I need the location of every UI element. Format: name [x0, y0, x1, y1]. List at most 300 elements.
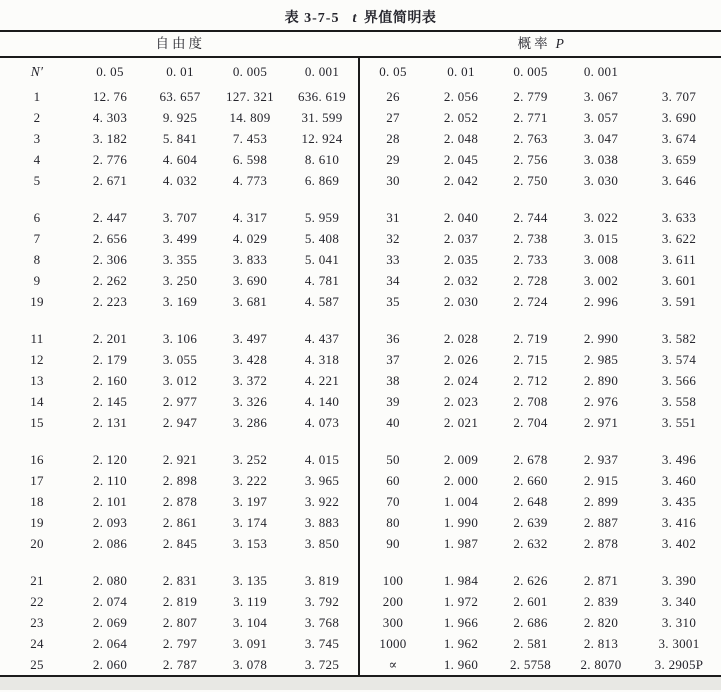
value-cell: 3. 622: [661, 231, 697, 246]
left-table: [0, 58, 360, 675]
n-cell: 40: [386, 415, 400, 430]
value-cell: 2. 750: [513, 173, 548, 188]
value-cell: 3. 169: [162, 294, 198, 309]
value-cell: 2. 878: [162, 494, 198, 509]
value-cell: 2. 660: [513, 473, 548, 488]
value-cell: 3. 402: [661, 536, 697, 551]
value-cell: 2. 032: [443, 273, 479, 288]
value-cell: 2. 686: [513, 615, 548, 630]
value-cell: 3. 197: [232, 494, 268, 509]
value-cell: 2. 756: [513, 152, 548, 167]
n-cell: 21: [30, 573, 44, 588]
value-cell: 2. 262: [92, 273, 128, 288]
value-cell: 3. 659: [661, 152, 697, 167]
value-cell: 3. 566: [661, 373, 697, 388]
group-header-degrees-of-freedom: 自由度: [155, 36, 205, 51]
right-column-header-row: [360, 58, 721, 86]
value-cell: 2. 937: [583, 452, 619, 467]
value-cell: 1. 962: [443, 636, 479, 651]
value-cell: 3. 707: [162, 210, 198, 225]
value-cell: 2. 839: [583, 594, 619, 609]
table-row: [360, 291, 721, 312]
value-cell: 5. 041: [304, 252, 340, 267]
table-row: [360, 349, 721, 370]
value-cell: 3. 067: [583, 89, 619, 104]
value-cell: 2. 899: [583, 494, 619, 509]
value-cell: 2. 678: [513, 452, 548, 467]
value-cell: 3. 286: [232, 415, 268, 430]
value-cell: 3. 745: [304, 636, 340, 651]
n-cell: 34: [386, 273, 400, 288]
table-row: [0, 612, 358, 633]
value-cell: 4. 029: [232, 231, 268, 246]
value-cell: 3. 119: [233, 594, 267, 609]
value-cell: 4. 781: [304, 273, 340, 288]
value-cell: 2. 048: [443, 131, 479, 146]
table-row: [360, 170, 721, 191]
value-cell: 2. 045: [443, 152, 479, 167]
value-cell: 3. 497: [232, 331, 268, 346]
value-cell: 3. 3001: [658, 636, 700, 651]
value-cell: 2. 712: [513, 373, 548, 388]
probability-p-symbol: P: [555, 36, 564, 51]
header-row: [0, 58, 358, 86]
n-cell: 70: [386, 494, 400, 509]
table-row: [0, 149, 358, 170]
value-cell: 2. 028: [443, 331, 479, 346]
left-column-header-row: [0, 58, 358, 86]
table-row: [0, 391, 358, 412]
value-cell: 6. 598: [232, 152, 268, 167]
value-cell: 3. 310: [661, 615, 697, 630]
n-cell: 23: [30, 615, 44, 630]
n-cell: 14: [30, 394, 44, 409]
value-cell: 12. 924: [301, 131, 343, 146]
n-cell: 31: [386, 210, 400, 225]
table-row: [360, 470, 721, 491]
value-cell: 2. 101: [92, 494, 128, 509]
value-cell: 2. 037: [443, 231, 479, 246]
value-cell: 3. 582: [661, 331, 697, 346]
value-cell: 3. 091: [232, 636, 268, 651]
value-cell: 2. 738: [513, 231, 548, 246]
value-cell: 2. 708: [513, 394, 548, 409]
table-row: [0, 570, 358, 591]
value-cell: [637, 58, 721, 86]
value-cell: 2. 601: [513, 594, 548, 609]
n-cell: 25: [30, 657, 44, 672]
value-cell: 0. 005: [513, 64, 548, 79]
value-cell: 9. 925: [162, 110, 198, 125]
value-cell: 1. 987: [443, 536, 479, 551]
value-cell: 2. 447: [92, 210, 128, 225]
value-cell: 3. 674: [661, 131, 697, 146]
value-cell: 3. 250: [162, 273, 198, 288]
value-cell: 0. 001: [304, 64, 340, 79]
value-cell: 3. 078: [232, 657, 268, 672]
row-group: [360, 86, 721, 191]
n-cell: 22: [30, 594, 44, 609]
value-cell: 3. 012: [162, 373, 198, 388]
value-cell: 2. 8070: [580, 657, 622, 672]
value-cell: 3. 499: [162, 231, 198, 246]
table-row: [0, 654, 358, 675]
value-cell: 3. 252: [232, 452, 268, 467]
table-row: [360, 128, 721, 149]
value-cell: 3. 030: [583, 173, 619, 188]
value-cell: 2. 813: [583, 636, 619, 651]
n-cell: 16: [30, 452, 44, 467]
value-cell: 3. 057: [583, 110, 619, 125]
value-cell: 3. 819: [304, 573, 340, 588]
n-cell: 15: [30, 415, 44, 430]
value-cell: 5. 959: [304, 210, 340, 225]
value-cell: 2. 744: [513, 210, 548, 225]
value-cell: 2. 110: [93, 473, 127, 488]
value-cell: 2. 160: [92, 373, 128, 388]
value-cell: 2. 042: [443, 173, 479, 188]
n-cell: 28: [386, 131, 400, 146]
n-cell: 38: [386, 373, 400, 388]
n-cell: 1: [33, 89, 41, 104]
n-cell: 300: [382, 615, 404, 630]
value-cell: 2. 976: [583, 394, 619, 409]
value-cell: 2. 820: [583, 615, 619, 630]
n-cell: 100: [382, 573, 404, 588]
table-row: [0, 128, 358, 149]
n-cell: 90: [386, 536, 400, 551]
value-cell: 3. 106: [162, 331, 198, 346]
value-cell: 2. 779: [513, 89, 548, 104]
table-row: [0, 349, 358, 370]
value-cell: 2. 581: [513, 636, 548, 651]
value-cell: 3. 922: [304, 494, 340, 509]
value-cell: 2. 201: [92, 331, 128, 346]
value-cell: 2. 632: [513, 536, 548, 551]
row-group: [0, 207, 358, 312]
value-cell: 2. 715: [513, 352, 548, 367]
value-cell: 1. 004: [443, 494, 479, 509]
value-cell: 2. 131: [92, 415, 128, 430]
value-cell: 3. 551: [661, 415, 697, 430]
n-cell: 29: [386, 152, 400, 167]
value-cell: 4. 303: [92, 110, 128, 125]
n-cell: 9: [33, 273, 41, 288]
table-row: [0, 328, 358, 349]
value-cell: 3. 340: [661, 594, 697, 609]
value-cell: 5. 408: [304, 231, 340, 246]
value-cell: 2. 074: [92, 594, 128, 609]
table-row: [0, 491, 358, 512]
value-cell: 4. 587: [304, 294, 340, 309]
row-group: [360, 570, 721, 675]
value-cell: 4. 032: [162, 173, 198, 188]
table-row: [0, 633, 358, 654]
value-cell: 3. 008: [583, 252, 619, 267]
right-table: [360, 58, 721, 675]
table-row: [360, 328, 721, 349]
value-cell: 4. 015: [304, 452, 340, 467]
row-group: [360, 328, 721, 433]
table-row: [360, 591, 721, 612]
value-cell: 3. 833: [232, 252, 268, 267]
value-cell: 0. 01: [166, 64, 194, 79]
value-cell: 3. 965: [304, 473, 340, 488]
value-cell: 2. 947: [162, 415, 198, 430]
value-cell: 4. 073: [304, 415, 340, 430]
value-cell: 2. 030: [443, 294, 479, 309]
value-cell: 31. 599: [301, 110, 343, 125]
n-cell: 33: [386, 252, 400, 267]
value-cell: 6. 869: [304, 173, 340, 188]
value-cell: 2. 733: [513, 252, 548, 267]
value-cell: 3. 558: [661, 394, 697, 409]
value-cell: 2. 985: [583, 352, 619, 367]
value-cell: 2. 080: [92, 573, 128, 588]
n-cell: 24: [30, 636, 44, 651]
value-cell: 2. 996: [583, 294, 619, 309]
table-body: [0, 58, 721, 675]
value-cell: 3. 022: [583, 210, 619, 225]
table-row: [0, 228, 358, 249]
table-row: [360, 533, 721, 554]
value-cell: 2. 819: [162, 594, 198, 609]
value-cell: 2. 704: [513, 415, 548, 430]
row-group: [0, 328, 358, 433]
value-cell: 1. 966: [443, 615, 479, 630]
table-row: [360, 86, 721, 107]
value-cell: 2. 223: [92, 294, 128, 309]
value-cell: 2. 797: [162, 636, 198, 651]
n-cell: 19: [30, 294, 44, 309]
value-cell: 3. 883: [304, 515, 340, 530]
value-cell: 3. 601: [661, 273, 697, 288]
value-cell: 12. 76: [92, 89, 128, 104]
probability-label: 概率: [517, 36, 551, 51]
value-cell: 2. 763: [513, 131, 548, 146]
value-cell: 3. 725: [304, 657, 340, 672]
table-number: 表 3-7-5: [284, 11, 340, 26]
table-row: [0, 412, 358, 433]
n-cell: 18: [30, 494, 44, 509]
value-cell: 2. 639: [513, 515, 548, 530]
value-cell: 4. 140: [304, 394, 340, 409]
table-row: [360, 370, 721, 391]
value-cell: 3. 015: [583, 231, 619, 246]
row-group: [360, 449, 721, 554]
value-cell: 2. 023: [443, 394, 479, 409]
value-cell: 2. 887: [583, 515, 619, 530]
value-cell: 2. 093: [92, 515, 128, 530]
table-row: [0, 449, 358, 470]
table-row: [360, 228, 721, 249]
value-cell: 127. 321: [226, 89, 274, 104]
value-cell: 2. 648: [513, 494, 548, 509]
n-cell: 32: [386, 231, 400, 246]
value-cell: 3. 435: [661, 494, 697, 509]
n-cell: 27: [386, 110, 400, 125]
table-row: [360, 270, 721, 291]
n-cell: 7: [33, 231, 41, 246]
value-cell: 3. 2905P: [654, 657, 704, 672]
value-cell: 3. 135: [232, 573, 268, 588]
value-cell: 8. 610: [304, 152, 340, 167]
value-cell: 2. 845: [162, 536, 198, 551]
n-cell: 8: [33, 252, 41, 267]
n-cell: 60: [386, 473, 400, 488]
value-cell: 4. 437: [304, 331, 340, 346]
n-cell: 2: [33, 110, 41, 125]
n-cell: ∝: [388, 657, 398, 672]
value-cell: 2. 807: [162, 615, 198, 630]
n-cell: 11: [30, 331, 44, 346]
table-row: [0, 249, 358, 270]
value-cell: 2. 056: [443, 89, 479, 104]
value-cell: 14. 809: [229, 110, 271, 125]
page-bottom-margin: [0, 677, 721, 690]
value-cell: 3. 460: [661, 473, 697, 488]
value-cell: 3. 047: [583, 131, 619, 146]
row-group: [360, 207, 721, 312]
value-cell: 2. 719: [513, 331, 548, 346]
value-cell: 1. 960: [443, 657, 479, 672]
n-cell: 5: [33, 173, 41, 188]
table-row: [0, 291, 358, 312]
n-cell: 3: [33, 131, 41, 146]
value-cell: 2. 921: [162, 452, 198, 467]
value-cell: 2. 052: [443, 110, 479, 125]
table-row: [0, 86, 358, 107]
value-cell: 636. 619: [298, 89, 346, 104]
row-group: [0, 449, 358, 554]
value-cell: 5. 841: [162, 131, 198, 146]
value-cell: 2. 671: [92, 173, 128, 188]
table-row: [360, 612, 721, 633]
n-cell: N′: [30, 64, 44, 79]
value-cell: 3. 372: [232, 373, 268, 388]
value-cell: 2. 971: [583, 415, 619, 430]
value-cell: 2. 915: [583, 473, 619, 488]
value-cell: 4. 317: [232, 210, 268, 225]
value-cell: 2. 771: [513, 110, 548, 125]
n-cell: 0. 05: [379, 64, 407, 79]
value-cell: 0. 01: [447, 64, 475, 79]
table-row: [360, 570, 721, 591]
row-group: [0, 570, 358, 675]
n-cell: 17: [30, 473, 44, 488]
value-cell: 2. 890: [583, 373, 619, 388]
value-cell: 3. 646: [661, 173, 697, 188]
value-cell: 3. 611: [662, 252, 696, 267]
table-row: [360, 412, 721, 433]
value-cell: 4. 604: [162, 152, 198, 167]
n-cell: 19: [30, 515, 44, 530]
value-cell: 4. 318: [304, 352, 340, 367]
value-cell: 2. 871: [583, 573, 619, 588]
value-cell: 3. 428: [232, 352, 268, 367]
value-cell: 1. 990: [443, 515, 479, 530]
value-cell: 1. 972: [443, 594, 479, 609]
value-cell: 2. 626: [513, 573, 548, 588]
value-cell: 0. 005: [232, 64, 268, 79]
value-cell: 2. 024: [443, 373, 479, 388]
value-cell: 2. 060: [92, 657, 128, 672]
value-cell: 2. 035: [443, 252, 479, 267]
table-row: [360, 207, 721, 228]
value-cell: 2. 728: [513, 273, 548, 288]
table-row: [360, 449, 721, 470]
value-cell: 2. 120: [92, 452, 128, 467]
table-row: [0, 370, 358, 391]
value-cell: 2. 069: [92, 615, 128, 630]
value-cell: 0. 001: [583, 64, 619, 79]
value-cell: 3. 104: [232, 615, 268, 630]
table-row: [360, 149, 721, 170]
value-cell: 3. 326: [232, 394, 268, 409]
value-cell: 2. 021: [443, 415, 479, 430]
value-cell: 3. 574: [661, 352, 697, 367]
value-cell: 3. 390: [661, 573, 697, 588]
value-cell: 3. 496: [661, 452, 697, 467]
value-cell: 63. 657: [159, 89, 201, 104]
table-row: [360, 512, 721, 533]
value-cell: 3. 038: [583, 152, 619, 167]
value-cell: 2. 086: [92, 536, 128, 551]
table-row: [0, 270, 358, 291]
n-cell: 1000: [379, 636, 407, 651]
group-header-probability: [361, 32, 721, 56]
value-cell: 2. 776: [92, 152, 128, 167]
table-row: [360, 654, 721, 675]
value-cell: 2. 064: [92, 636, 128, 651]
value-cell: 3. 591: [661, 294, 697, 309]
n-cell: 20: [30, 536, 44, 551]
value-cell: 3. 222: [232, 473, 268, 488]
value-cell: 0. 05: [96, 64, 124, 79]
n-cell: 12: [30, 352, 44, 367]
table-row: [0, 533, 358, 554]
table-row: [360, 249, 721, 270]
table-row: [360, 391, 721, 412]
n-cell: 30: [386, 173, 400, 188]
value-cell: 1. 984: [443, 573, 479, 588]
value-cell: 3. 768: [304, 615, 340, 630]
value-cell: 2. 306: [92, 252, 128, 267]
value-cell: 2. 026: [443, 352, 479, 367]
value-cell: 2. 977: [162, 394, 198, 409]
row-group: [0, 86, 358, 191]
value-cell: 7. 453: [232, 131, 268, 146]
header-row: [360, 58, 721, 86]
value-cell: 2. 000: [443, 473, 479, 488]
value-cell: 2. 009: [443, 452, 479, 467]
value-cell: 3. 174: [232, 515, 268, 530]
table-row: [0, 107, 358, 128]
value-cell: 3. 002: [583, 273, 619, 288]
value-cell: 2. 5758: [509, 657, 552, 672]
group-header-row: [0, 32, 721, 56]
value-cell: 3. 707: [661, 89, 697, 104]
n-cell: 6: [33, 210, 41, 225]
n-cell: 36: [386, 331, 400, 346]
value-cell: 2. 145: [92, 394, 128, 409]
left-table-rows: [0, 86, 358, 675]
table-row: [0, 512, 358, 533]
n-cell: 200: [382, 594, 404, 609]
value-cell: 3. 633: [661, 210, 697, 225]
n-cell: 80: [386, 515, 400, 530]
value-cell: 3. 416: [661, 515, 697, 530]
